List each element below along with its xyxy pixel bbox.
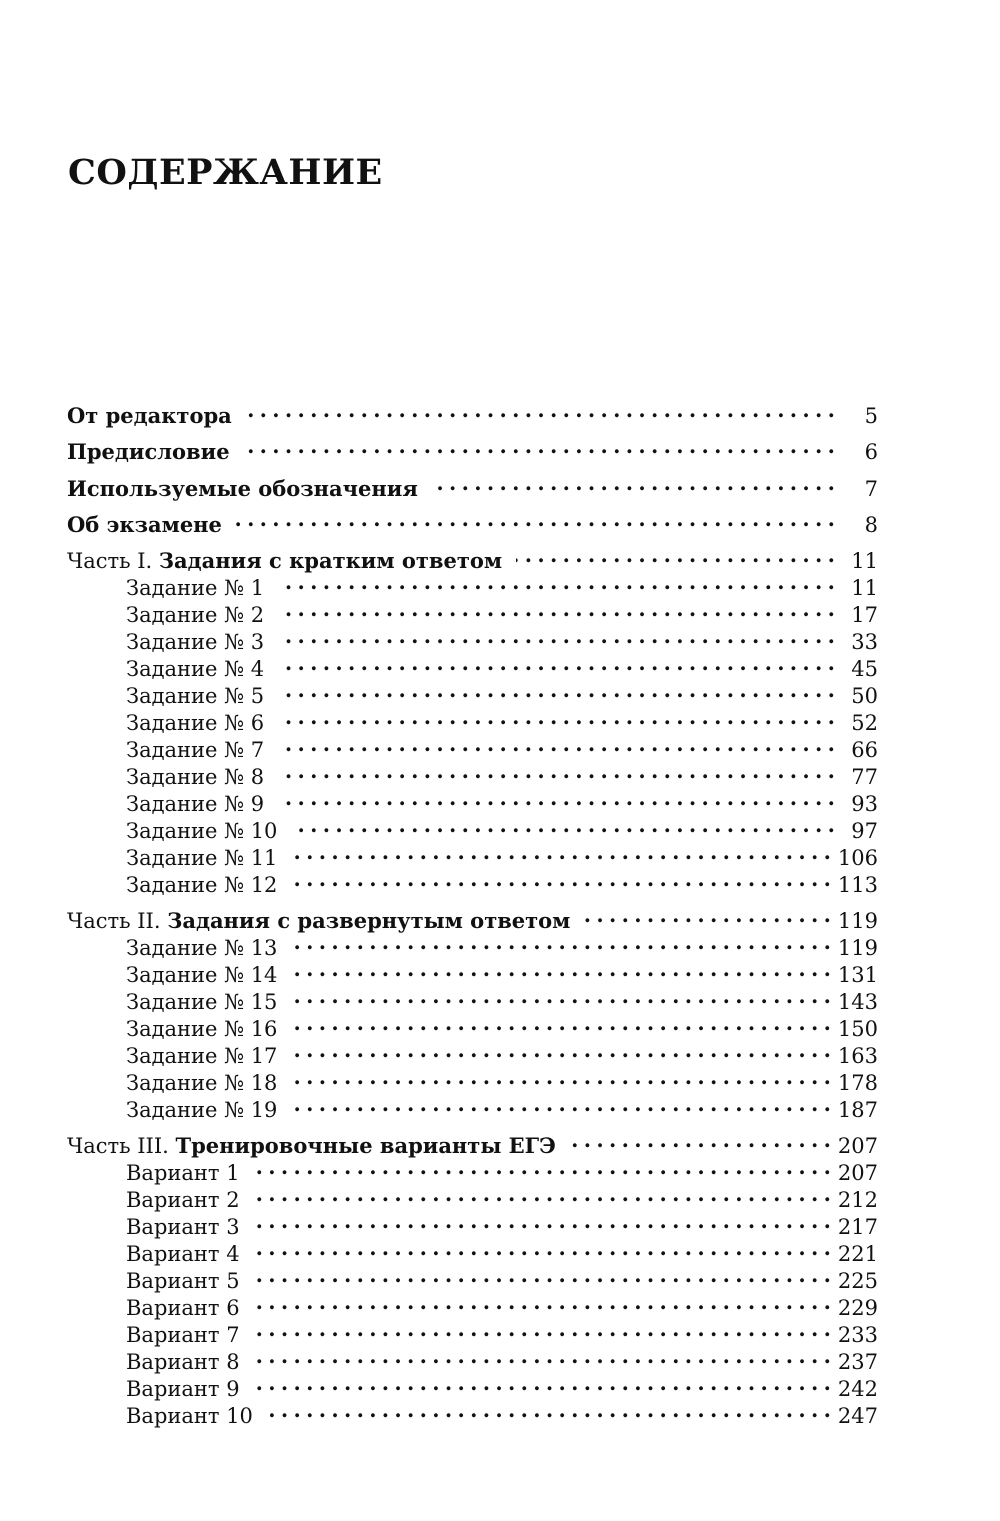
toc-item[interactable] — [126, 1315, 878, 1347]
toc-item[interactable] — [126, 622, 878, 654]
toc-item-page: 66 — [851, 738, 878, 762]
dot-leader — [246, 396, 834, 423]
toc-item-page: 77 — [851, 765, 878, 789]
toc-item-page: 11 — [851, 576, 878, 600]
toc-item-page: 207 — [837, 1161, 878, 1185]
dot-leader — [254, 1207, 830, 1234]
toc-item[interactable] — [126, 1009, 878, 1041]
page-title: СОДЕРЖАНИЕ — [68, 152, 383, 193]
toc-item-label: Задание № 9 — [126, 792, 265, 816]
toc-item-label: Задание № 7 — [126, 738, 265, 762]
toc-item-label: Вариант 5 — [126, 1269, 240, 1293]
toc-entry-page: 7 — [864, 477, 878, 501]
dot-leader — [254, 1153, 830, 1180]
toc-entry-preface[interactable] — [67, 432, 878, 464]
toc-item[interactable] — [126, 1234, 878, 1266]
toc-entry-exam[interactable] — [67, 505, 878, 537]
toc-item[interactable] — [126, 784, 878, 816]
toc-item-label: Вариант 7 — [126, 1323, 240, 1347]
dot-leader — [291, 811, 834, 838]
dot-leader — [254, 1288, 830, 1315]
dot-leader — [570, 1126, 830, 1153]
toc-item[interactable] — [126, 1180, 878, 1212]
toc-part-2[interactable] — [67, 901, 878, 933]
toc-item[interactable] — [126, 1090, 878, 1122]
toc-item-page: 93 — [851, 792, 878, 816]
toc-item-page: 131 — [837, 963, 878, 987]
toc-entry-page: 5 — [864, 404, 878, 428]
toc-item-label: Задание № 5 — [126, 684, 265, 708]
dot-leader — [278, 703, 834, 730]
dot-leader — [291, 982, 829, 1009]
toc-entry-page: 11 — [851, 549, 878, 573]
toc-item-page: 17 — [851, 603, 878, 627]
toc-item-page: 119 — [837, 936, 878, 960]
dot-leader — [278, 595, 834, 622]
dot-leader — [278, 784, 834, 811]
toc-item-label: Задание № 14 — [126, 963, 278, 987]
toc-item-label: Задание № 10 — [126, 819, 278, 843]
toc-entry-label: Об экзамене — [67, 512, 222, 537]
toc-item-label: Вариант 1 — [126, 1161, 240, 1185]
toc-item-page: 178 — [837, 1071, 878, 1095]
toc-item-label: Задание № 6 — [126, 711, 265, 735]
part-title: Задания с кратким ответом — [158, 548, 503, 573]
toc-item-page: 242 — [837, 1377, 878, 1401]
toc-part-1[interactable] — [67, 541, 878, 573]
toc-item-page: 33 — [851, 630, 878, 654]
toc-item[interactable] — [126, 1261, 878, 1293]
toc-item-label: Задание № 13 — [126, 936, 278, 960]
dot-leader — [278, 649, 834, 676]
toc-item-page: 237 — [837, 1350, 878, 1374]
toc-entry-notation[interactable] — [67, 469, 878, 501]
toc-item[interactable] — [126, 676, 878, 708]
toc-item-page: 113 — [837, 873, 878, 897]
toc-item[interactable] — [126, 649, 878, 681]
dot-leader — [254, 1261, 830, 1288]
toc-item-label: Задание № 15 — [126, 990, 278, 1014]
part-prefix: Часть I. — [67, 549, 153, 573]
toc-item-page: 225 — [837, 1269, 878, 1293]
dot-leader — [278, 568, 834, 595]
toc-item[interactable] — [126, 865, 878, 897]
toc-item-label: Задание № 3 — [126, 630, 265, 654]
dot-leader — [236, 505, 834, 532]
toc-entry-label: Используемые обозначения — [67, 476, 418, 501]
toc-item[interactable] — [126, 1342, 878, 1374]
toc-item-label: Задание № 19 — [126, 1098, 278, 1122]
dot-leader — [291, 838, 829, 865]
toc-item[interactable] — [126, 1036, 878, 1068]
toc-item[interactable] — [126, 955, 878, 987]
dot-leader — [278, 730, 834, 757]
toc-item[interactable] — [126, 838, 878, 870]
toc-item-label: Вариант 2 — [126, 1188, 240, 1212]
dot-leader — [291, 955, 829, 982]
toc-item-label: Задание № 11 — [126, 846, 278, 870]
toc-item-page: 187 — [837, 1098, 878, 1122]
toc-item-label: Задание № 1 — [126, 576, 265, 600]
toc-item-label: Задание № 16 — [126, 1017, 278, 1041]
toc-item-page: 229 — [837, 1296, 878, 1320]
toc-item[interactable] — [126, 757, 878, 789]
toc-item-page: 233 — [837, 1323, 878, 1347]
part-title: Тренировочные варианты ЕГЭ — [175, 1133, 556, 1158]
part-title: Задания с развернутым ответом — [167, 908, 571, 933]
toc-entry-editor[interactable] — [67, 396, 878, 428]
toc-item-page: 45 — [851, 657, 878, 681]
toc-entry-label: Предисловие — [67, 439, 230, 464]
part-prefix: Часть II. — [67, 909, 161, 933]
dot-leader — [278, 676, 834, 703]
toc-item-label: Задание № 18 — [126, 1071, 278, 1095]
toc-item-page: 52 — [851, 711, 878, 735]
toc-item-label: Вариант 6 — [126, 1296, 240, 1320]
toc-item-label: Задание № 2 — [126, 603, 265, 627]
toc-part-3[interactable] — [67, 1126, 878, 1158]
toc-item-label: Вариант 3 — [126, 1215, 240, 1239]
toc-item-label: Вариант 9 — [126, 1377, 240, 1401]
dot-leader — [291, 865, 829, 892]
toc-item-page: 50 — [851, 684, 878, 708]
toc-item[interactable] — [126, 1153, 878, 1185]
dot-leader — [584, 901, 829, 928]
dot-leader — [278, 757, 834, 784]
toc-item[interactable] — [126, 568, 878, 600]
toc-item[interactable] — [126, 1369, 878, 1401]
toc-item-label: Задание № 17 — [126, 1044, 278, 1068]
dot-leader — [267, 1396, 830, 1423]
dot-leader — [254, 1234, 830, 1261]
toc-item-page: 97 — [851, 819, 878, 843]
toc-entry-page: 119 — [837, 909, 878, 933]
toc-item-page: 212 — [837, 1188, 878, 1212]
toc-item-label: Вариант 4 — [126, 1242, 240, 1266]
toc-entry-label: От редактора — [67, 403, 232, 428]
toc-item[interactable] — [126, 595, 878, 627]
dot-leader — [254, 1342, 830, 1369]
dot-leader — [291, 928, 829, 955]
toc-item[interactable] — [126, 1207, 878, 1239]
dot-leader — [291, 1063, 829, 1090]
toc-item[interactable] — [126, 703, 878, 735]
toc-item-label: Вариант 8 — [126, 1350, 240, 1374]
toc-item-label: Задание № 4 — [126, 657, 265, 681]
dot-leader — [244, 432, 834, 459]
toc-item[interactable] — [126, 730, 878, 762]
dot-leader — [516, 541, 834, 568]
toc-entry-page: 8 — [864, 513, 878, 537]
dot-leader — [254, 1180, 830, 1207]
part-prefix: Часть III. — [67, 1134, 169, 1158]
dot-leader — [254, 1369, 830, 1396]
dot-leader — [291, 1090, 829, 1117]
toc-item-page: 217 — [837, 1215, 878, 1239]
toc-item[interactable] — [126, 1396, 878, 1428]
toc-item-page: 163 — [837, 1044, 878, 1068]
toc-item[interactable] — [126, 982, 878, 1014]
toc-item-page: 150 — [837, 1017, 878, 1041]
toc-item-page: 247 — [837, 1404, 878, 1428]
toc-item[interactable] — [126, 811, 878, 843]
dot-leader — [432, 469, 834, 496]
toc-item-page: 106 — [837, 846, 878, 870]
toc-item[interactable] — [126, 1063, 878, 1095]
toc-entry-page: 6 — [864, 440, 878, 464]
toc-item[interactable] — [126, 928, 878, 960]
toc-item-label: Задание № 8 — [126, 765, 265, 789]
toc-entry-page: 207 — [837, 1134, 878, 1158]
dot-leader — [291, 1036, 829, 1063]
toc-item-page: 221 — [837, 1242, 878, 1266]
toc-item[interactable] — [126, 1288, 878, 1320]
toc-item-label: Вариант 10 — [126, 1404, 253, 1428]
toc-item-page: 143 — [837, 990, 878, 1014]
toc-item-label: Задание № 12 — [126, 873, 278, 897]
dot-leader — [254, 1315, 830, 1342]
dot-leader — [291, 1009, 829, 1036]
dot-leader — [278, 622, 834, 649]
